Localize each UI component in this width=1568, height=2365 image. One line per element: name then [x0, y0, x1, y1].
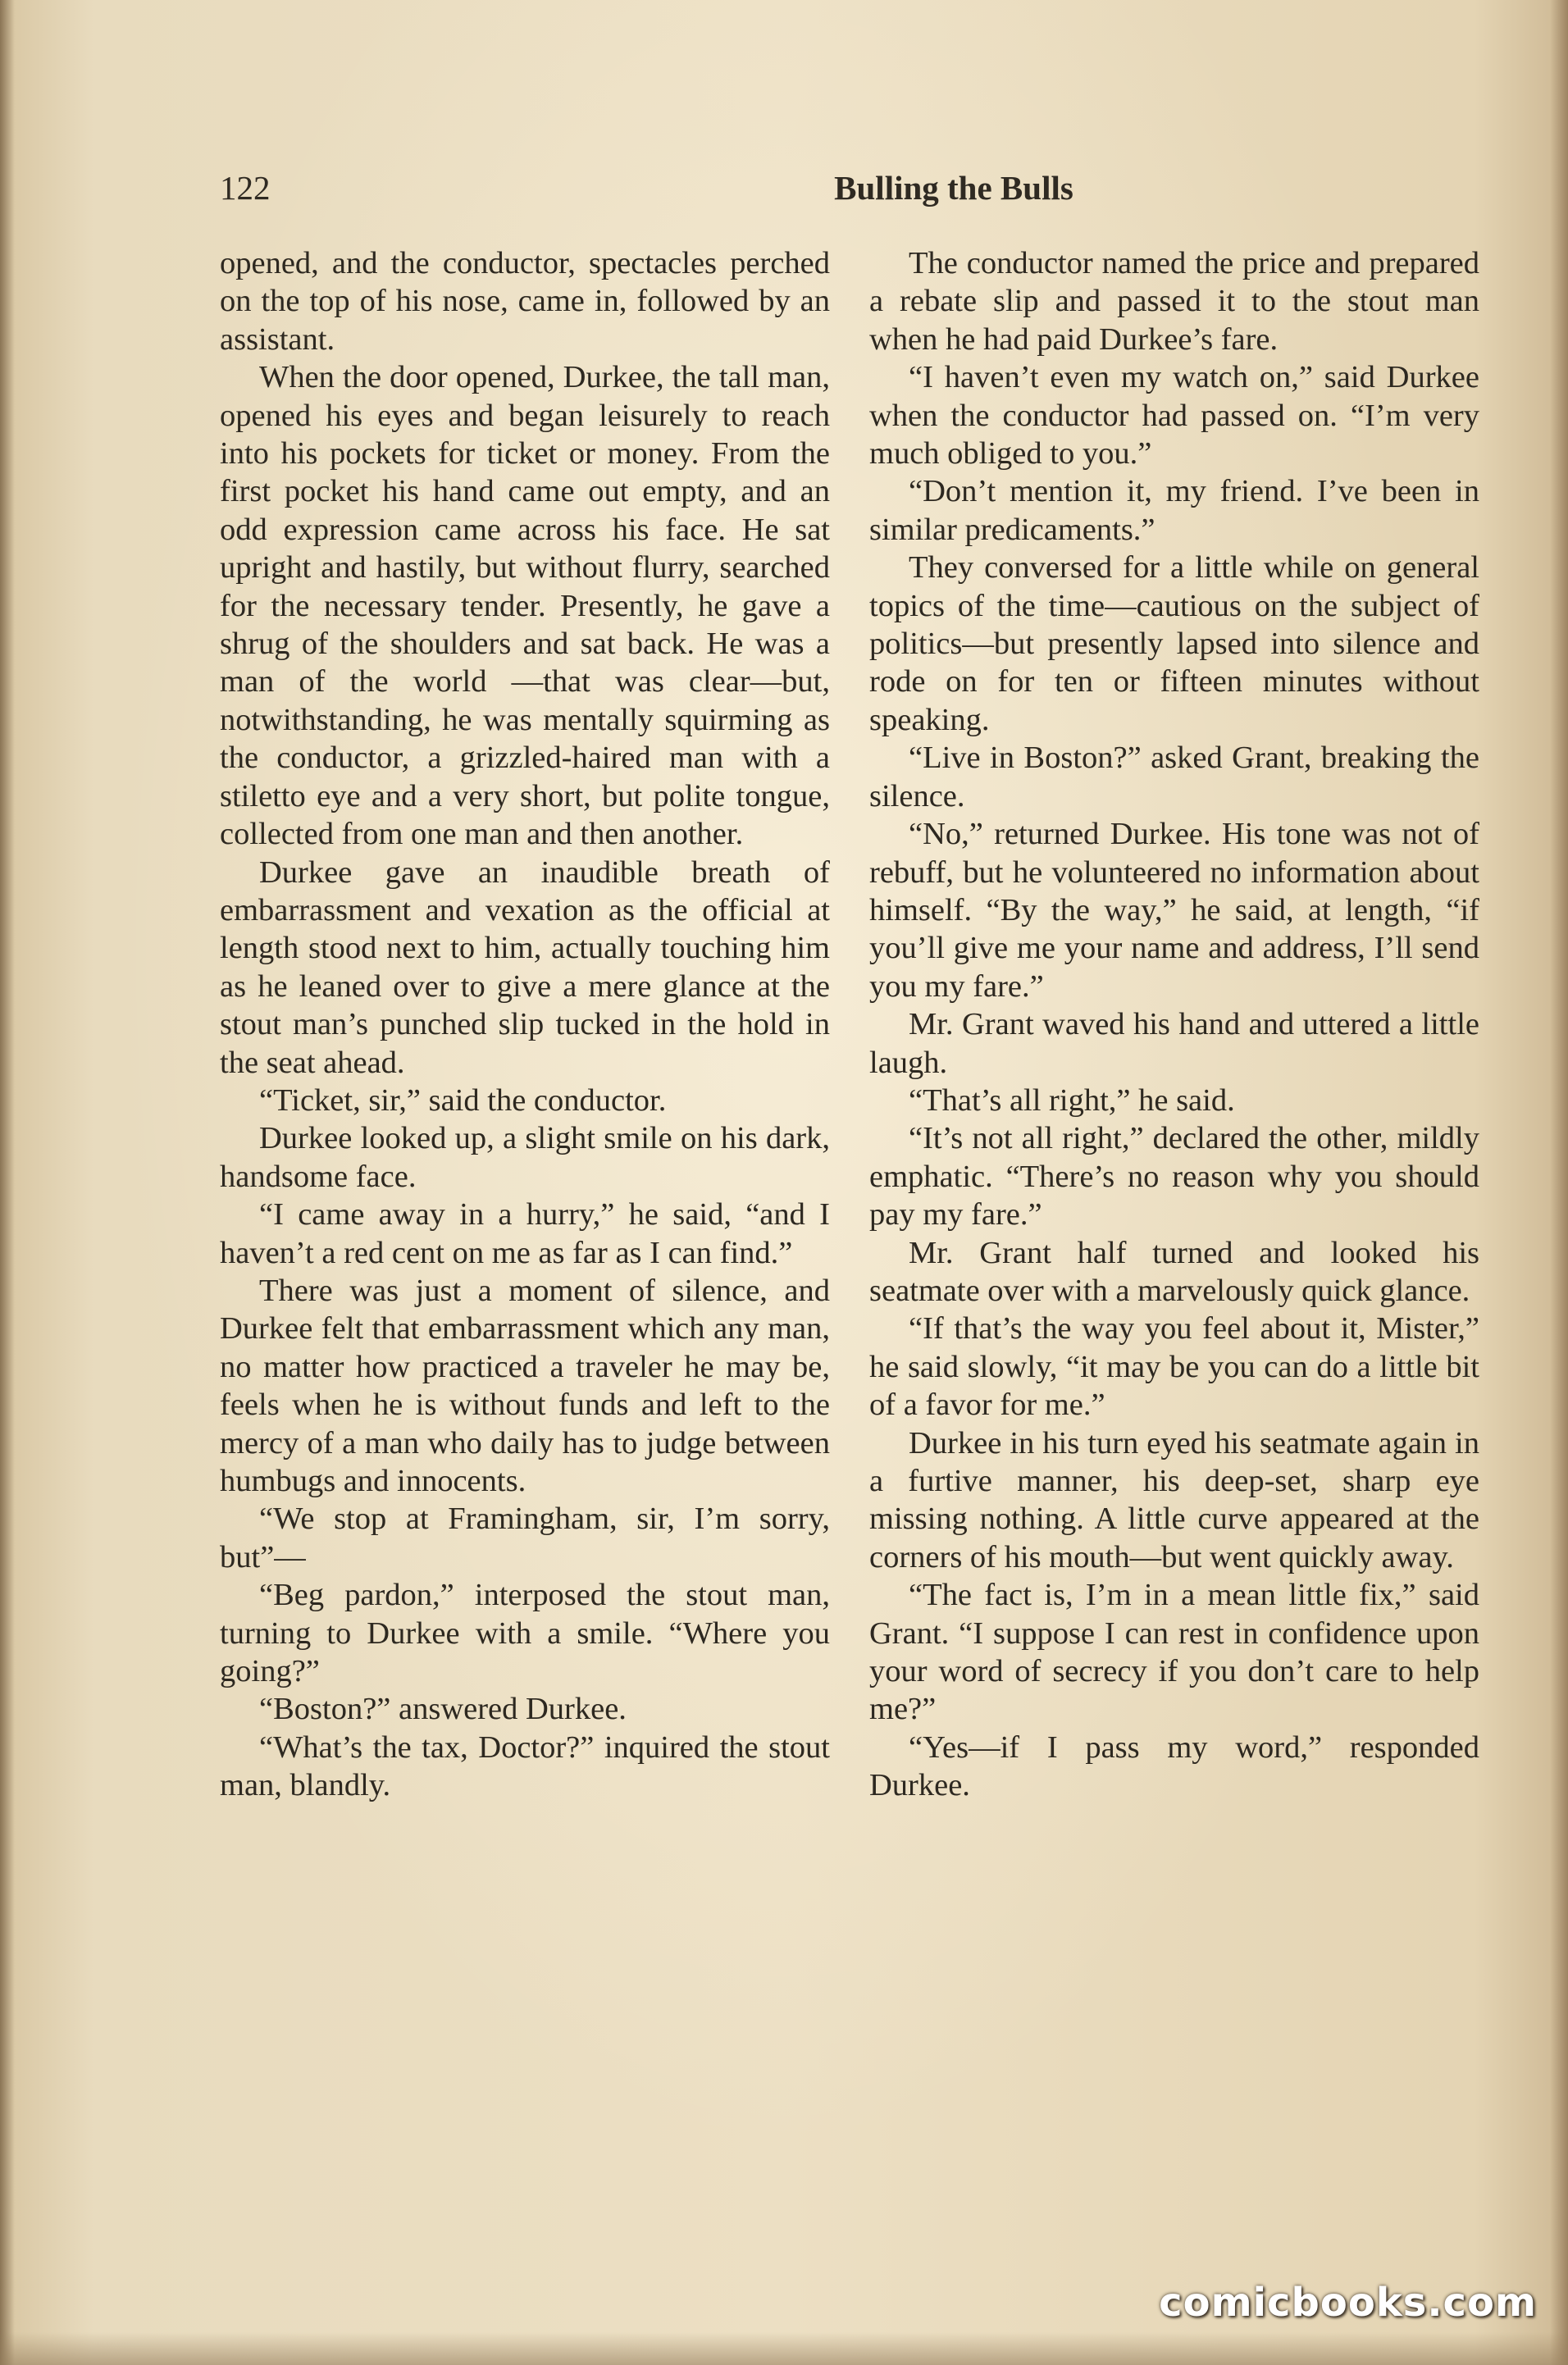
paragraph: “No,” returned Durkee. His tone was not of rebuff, but he volunteered no information about himself. “By the way,” he said, at length, “if you’ll give me your name and address, I’ll send you my fare.” [869, 817, 1479, 1004]
paragraph: “The fact is, I’m in a mean little fix,” said Grant. “I suppose I can rest in confidence upon your word of secrecy if you don’t care to help me?” [869, 1578, 1479, 1727]
paragraph: “If that’s the way you feel about it, Mister,” he said slowly, “it may be you can do a little bit of a favor for me.” [869, 1311, 1479, 1423]
paragraph: “Ticket, sir,” said the conductor. [259, 1082, 667, 1118]
paragraph: Mr. Grant half turned and looked his seatmate over with a marvelously quick glance. [869, 1235, 1479, 1308]
watermark: comicbooks.com [1159, 2280, 1537, 2326]
paragraph: There was just a moment of silence, and Durkee felt that embarrassment which any man, no matter how practiced a traveler he may be, feels when he is without funds and left to the mercy of a man who daily has to judge between humbugs and innocents. [220, 1273, 830, 1498]
paragraph: “I haven’t even my watch on,” said Durkee when the conductor had passed on. “I’m very much obliged to you.” [869, 360, 1479, 472]
paragraph: “What’s the tax, Doctor?” inquired the stout man, blandly. [220, 1729, 830, 1803]
paragraph: opened, and the conductor, spectacles perched on the top of his nose, came in, followed by an assistant. [220, 246, 830, 357]
running-head: Bulling the Bulls [834, 169, 1073, 207]
paragraph: Durkee gave an inaudible breath of embarrassment and vexation as the official at length stood next to him, actually touching him as he leaned over to give a mere glance at the stout man’s punched slip tucked in the hold in the seat ahead. [220, 854, 830, 1080]
paragraph: “Boston?” answered Durkee. [259, 1692, 627, 1727]
paragraph: “I came away in a hurry,” he said, “and I haven’t a red cent on me as far as I can find.” [220, 1197, 830, 1270]
paragraph: The conductor named the price and prepared a rebate slip and passed it to the stout man when he had paid Durkee’s fare. [869, 246, 1479, 357]
paragraph: They conversed for a little while on general topics of the time—cautious on the subject of politics—but presently lapsed into silence and rode on for ten or fifteen minutes without speaking. [869, 550, 1479, 737]
paragraph: “Live in Boston?” asked Grant, breaking the silence. [869, 740, 1479, 813]
page-edge-right [1550, 0, 1568, 2365]
paragraph: Durkee in his turn eyed his seatmate again in a furtive manner, his deep-set, sharp eye missing nothing. A little curve appeared at the corners of his mouth—but went quickly away. [869, 1425, 1479, 1574]
paragraph: “Beg pardon,” interposed the stout man, turning to Durkee with a smile. “Where you going?” [220, 1578, 830, 1689]
page-edge-bottom [0, 2332, 1568, 2365]
paragraph: “Don’t mention it, my friend. I’ve been in similar predicaments.” [869, 474, 1479, 547]
paragraph: When the door opened, Durkee, the tall man, opened his eyes and began leisurely to reach into his pockets for ticket or money. From the first pocket his hand came out empty, and an odd expression came across his face. He sat upright and hastily, but without flurry, searched for the necessary tender. Presently, he gave a shrug of the shoulders and sat back. He was a man of the world —that was clear—but, notwithstanding, he was mentally squirming as the conductor, a grizzled-haired man with a stiletto eye and a very short, but polite tongue, collected from one man and then another. [220, 360, 830, 852]
paragraph: “It’s not all right,” declared the other, mildly emphatic. “There’s no reason why you should pay my fare.” [869, 1121, 1479, 1233]
paragraph: “That’s all right,” he said. [909, 1082, 1235, 1118]
page-header [220, 168, 1483, 217]
right-text-column [869, 244, 1479, 1805]
paragraph: “We stop at Framingham, sir, I’m sorry, but”— [220, 1501, 830, 1574]
paragraph: Mr. Grant waved his hand and uttered a little laugh. [869, 1007, 1479, 1080]
paragraph: “Yes—if I pass my word,” responded Durkee. [869, 1729, 1479, 1803]
left-text-column [220, 244, 830, 1805]
page-number: 122 [220, 169, 271, 207]
page-edge-left [0, 0, 15, 2365]
paragraph: Durkee looked up, a slight smile on his dark, handsome face. [220, 1121, 830, 1194]
